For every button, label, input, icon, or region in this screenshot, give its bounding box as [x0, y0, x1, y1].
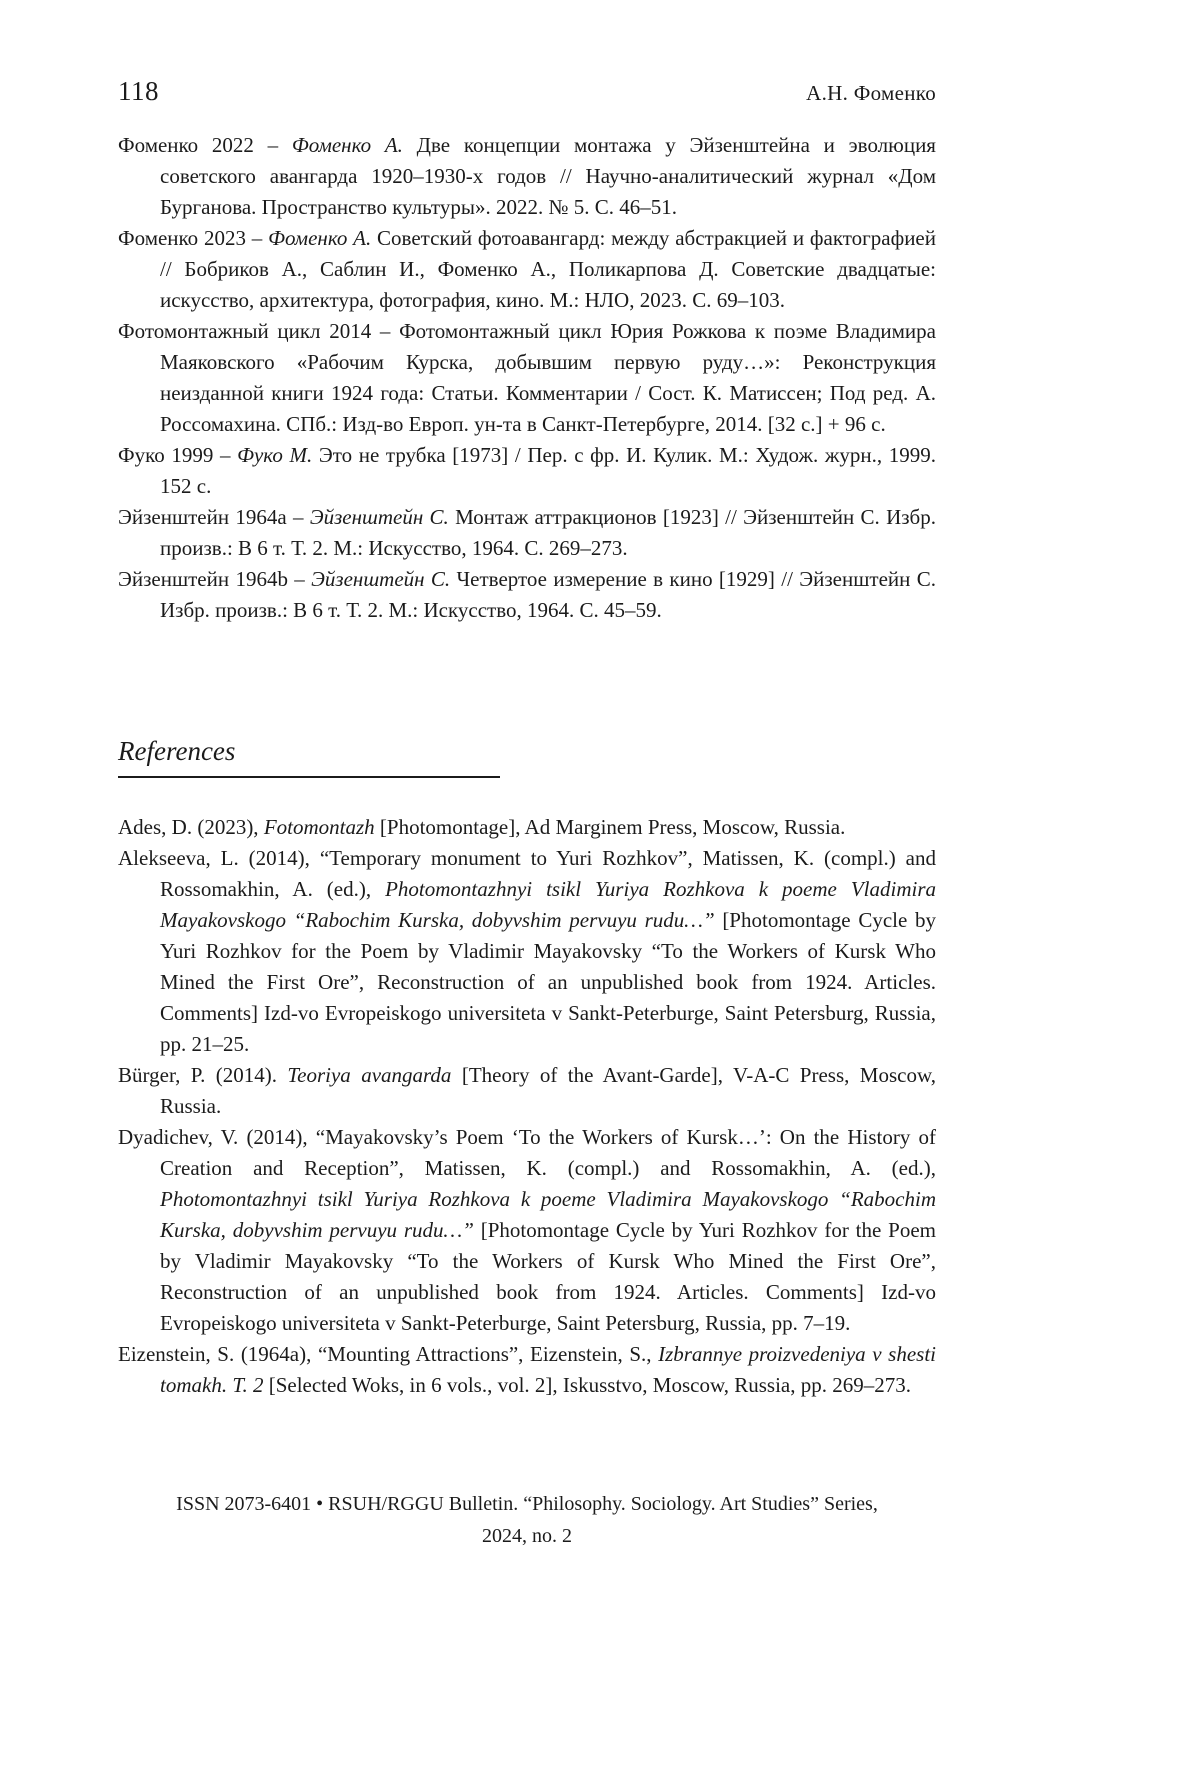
footer-issue-line: 2024, no. 2 [482, 1525, 572, 1547]
reference-entry-text-segment: Dyadichev, V. (2014), “Mayakovsky’s Poem ‘To the Workers of Kursk…’: On the History of Creation and Reception”, Matissen, K. (compl.) and Rossomakhin, A. (ed.), [118, 1125, 936, 1180]
reference-entry [118, 1339, 936, 1401]
reference-entry-italic-segment: Fotomontazh [263, 815, 375, 839]
reference-entry-text-segment: Фоменко 2022 – [118, 133, 292, 157]
reference-entry [118, 812, 936, 843]
reference-entry-text-segment: Фуко 1999 – [118, 443, 238, 467]
reference-entry [118, 843, 936, 1060]
reference-entry [118, 564, 936, 626]
bibliography-russian-list [118, 130, 936, 626]
page-number: 118 [118, 76, 159, 106]
reference-entry [118, 1122, 936, 1339]
reference-entry-text-segment: Eizenstein, S. (1964a), “Mounting Attractions”, Eizenstein, S., [118, 1342, 659, 1366]
reference-entry [118, 223, 936, 316]
reference-entry-text-segment: Ades, D. (2023), [118, 815, 264, 839]
reference-entry [118, 440, 936, 502]
running-head-author: А.Н. Фоменко [806, 81, 936, 105]
reference-entry-italic-segment: Photomontazhnyi tsikl Yuriya Rozhkova k poeme Vladimira Mayakovskogo “Rabochim Kurska, dobyvshim pervuyu rudu…” [160, 877, 936, 932]
reference-entry-text-segment: Фоменко 2023 – [118, 226, 269, 250]
reference-entry [118, 502, 936, 564]
footer-issn-line: ISSN 2073-6401 • RSUH/RGGU Bulletin. “Philosophy. Sociology. Art Studies” Series, [176, 1493, 878, 1515]
reference-entry-text-segment: Монтаж аттракционов [1923] // Эйзенштейн С. Избр. произв.: В 6 т. Т. 2. М.: Искусство, 1964. С. 269–273. [160, 505, 936, 560]
reference-entry-text-segment: Две концепции монтажа у Эйзенштейна и эволюция советского авангарда 1920–1930-х годов // Научно-аналитический журнал «Дом Бурганова. Пространство культуры». 2022. № 5. С. 46–51. [160, 133, 936, 219]
reference-entry-italic-segment: Фуко М. [237, 443, 313, 467]
references-heading-rule [118, 776, 500, 778]
reference-entry-text-segment: Фотомонтажный цикл 2014 – Фотомонтажный цикл Юрия Рожкова к поэме Владимира Маяковского «Рабочим Курска, добывшим первую руду…»: Реконструкция неизданной книги 1924 года: Статьи. Комментарии / Сост. К. Матиссен; Под ред. А. Россомахина. СПб.: Изд-во Европ. ун-та в Санкт-Петербурге, 2014. [32 с.] + 96 с. [118, 319, 936, 436]
reference-entry-italic-segment: Photomontazhnyi tsikl Yuriya Rozhkova k poeme Vladimira Mayakovskogo “Rabochim Kurska, dobyvshim pervuyu rudu…” [160, 1187, 936, 1242]
references-section-head [118, 736, 936, 778]
reference-entry-text-segment: [Photomontage Cycle by Yuri Rozhkov for the Poem by Vladimir Mayakovsky “To the Workers of Kursk Who Mined the First Ore”, Reconstruction of an unpublished book from 1924. Articles. Comments] Izd-vo Evropeiskogo universiteta v Sankt-Peterburge, Saint Petersburg, Russia, pp. 7–19. [160, 1218, 936, 1335]
reference-entry-text-segment: Это не трубка [1973] / Пер. с фр. И. Кулик. М.: Худож. журн., 1999. 152 с. [160, 443, 936, 498]
reference-entry-text-segment: Советский фотоавангард: между абстракцией и фактографией // Бобриков А., Саблин И., Фоменко А., Поликарпова Д. Советские двадцатые: искусство, архитектура, фотография, кино. М.: НЛО, 2023. С. 69–103. [160, 226, 936, 312]
page-footer [118, 1488, 936, 1552]
reference-entry-text-segment: [Photomontage], Ad Marginem Press, Moscow, Russia. [374, 815, 846, 839]
reference-entry-text-segment: [Photomontage Cycle by Yuri Rozhkov for the Poem by Vladimir Mayakovsky “To the Workers of Kursk Who Mined the First Ore”, Reconstruction of an unpublished book from 1924. Articles. Comments] Izd-vo Evropeiskogo universiteta v Sankt-Peterburge, Saint Petersburg, Russia, pp. 21–25. [160, 908, 936, 1056]
reference-entry-italic-segment: Izbrannye proizvedeniya v shesti tomakh. T. 2 [160, 1342, 937, 1397]
reference-entry-italic-segment: Эйзенштейн С. [309, 505, 449, 529]
reference-entry-text-segment: Эйзенштейн 1964a – [118, 505, 310, 529]
reference-entry-italic-segment: Эйзенштейн С. [311, 567, 451, 591]
reference-entry-text-segment: Bürger, P. (2014). [118, 1063, 288, 1087]
reference-entry [118, 316, 936, 440]
reference-entry [118, 1060, 936, 1122]
references-english-list [118, 812, 936, 1401]
reference-entry-text-segment: [Selected Woks, in 6 vols., vol. 2], Iskusstvo, Moscow, Russia, pp. 269–273. [263, 1373, 911, 1397]
reference-entry-text-segment: Четвертое измерение в кино [1929] // Эйзенштейн С. Избр. произв.: В 6 т. Т. 2. М.: Искусство, 1964. С. 45–59. [160, 567, 936, 622]
reference-entry-text-segment: Alekseeva, L. (2014), “Temporary monument to Yuri Rozhkov”, Matissen, K. (compl.) and Rossomakhin, A. (ed.), [118, 846, 936, 901]
reference-entry-text-segment: [Theory of the Avant-Garde], V-A-C Press, Moscow, Russia. [160, 1063, 937, 1118]
reference-entry-italic-segment: Teoriya avangarda [287, 1063, 452, 1087]
reference-entry [118, 130, 936, 223]
reference-entry-italic-segment: Фоменко А. [268, 226, 372, 250]
reference-entry-text-segment: Эйзенштейн 1964b – [118, 567, 312, 591]
page-header [118, 76, 936, 107]
references-heading: References [118, 736, 236, 766]
reference-entry-italic-segment: Фоменко А. [291, 133, 403, 157]
